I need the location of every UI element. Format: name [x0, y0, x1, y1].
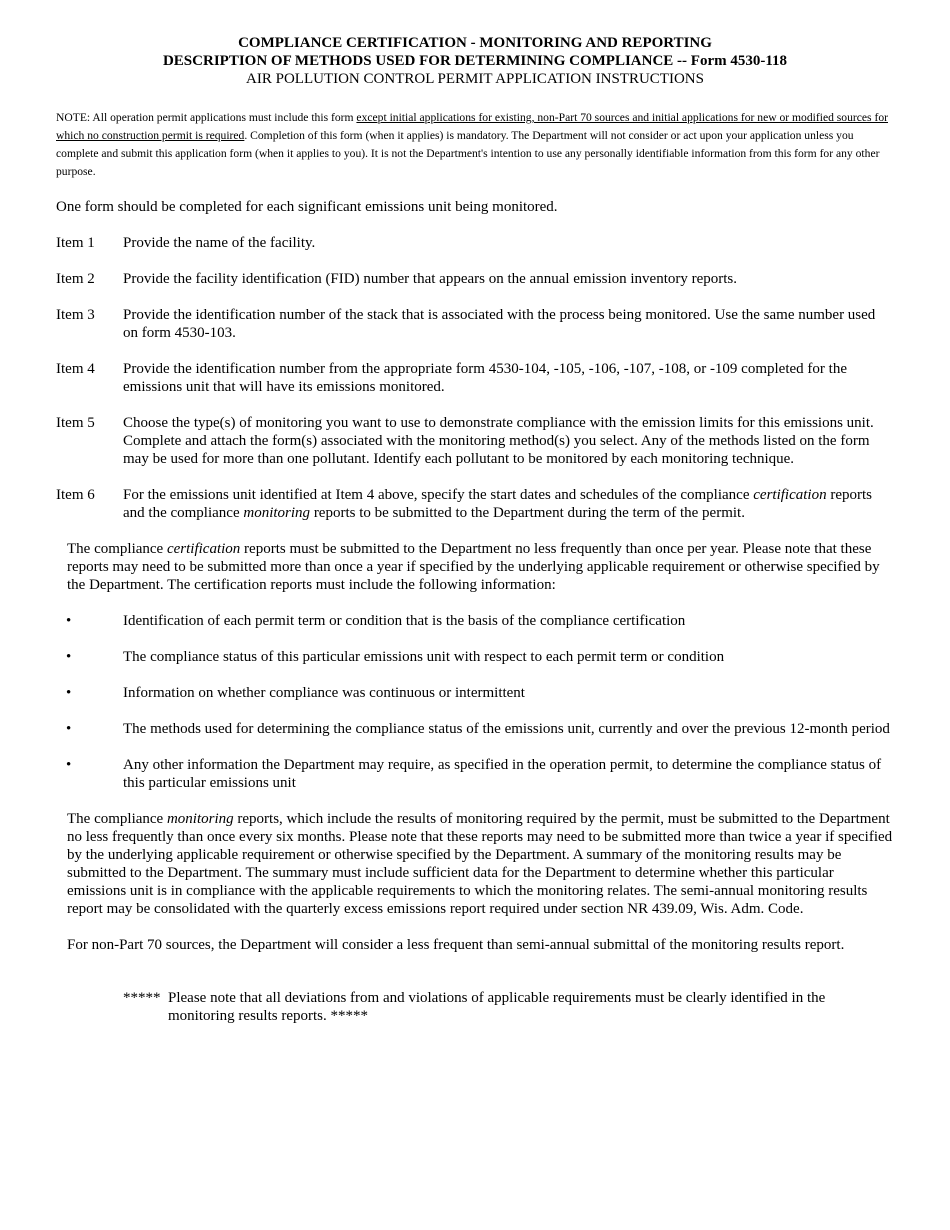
cert-text-part-1: The compliance [67, 541, 167, 557]
header-title-line-2: DESCRIPTION OF METHODS USED FOR DETERMINING COMPLIANCE -- Form 4530-118 [162, 53, 788, 69]
item-label: Item 6 [56, 487, 95, 503]
bullet-icon: • [66, 721, 72, 737]
note-underlined-exception: except initial applications for existing, non-Part 70 sources and initial applications for new or modified sources for which no construction permit is required [56, 111, 888, 142]
item6-emphasis-certification: certification [753, 487, 827, 503]
item-label: Item 5 [56, 415, 95, 431]
deviation-note [123, 989, 894, 1025]
item-text: Provide the name of the facility. [123, 235, 316, 251]
item6-emphasis-monitoring: monitoring [243, 505, 311, 521]
note-prefix: NOTE: All operation permit applications must include this form [56, 111, 357, 124]
bullet-item-3 [56, 684, 894, 702]
instruction-item-6 [56, 486, 894, 522]
item-label: Item 3 [56, 307, 95, 323]
monitor-text-part-2: reports, which include the results of monitoring required by the permit, must be submitted to the Department no less frequently than once every six months. Please note that these reports may need to be submitted more than twice a year if specified by the underlying applicable requirement or otherwise specified by the Department. A summary of the monitoring results may be submitted to the Department. The summary must include sufficient data for the Department to determine whether this particular emissions unit is in compliance with the applicable requirements to which the monitoring relates. The semi-annual monitoring results report may be consolidated with the quarterly excess emissions report required under section NR 439.09, Wis. Adm. Code. [67, 811, 893, 917]
monitoring-paragraph [67, 810, 894, 918]
bullet-text: The methods used for determining the compliance status of the emissions unit, currently and over the previous 12-month period [123, 721, 890, 737]
header-title-line-3: AIR POLLUTION CONTROL PERMIT APPLICATION INSTRUCTIONS [246, 71, 704, 87]
item-text: Choose the type(s) of monitoring you want to use to demonstrate compliance with the emission limits for this emissions unit. Complete and attach the form(s) associated with the monitoring method(s) you select. Any of the methods listed on the form may be used for more than one pollutant. Identify each pollutant to be monitored by each monitoring technique. [123, 415, 874, 467]
instruction-item-5 [56, 414, 894, 468]
star-marker: ***** [123, 990, 161, 1006]
item6-text-part-1: For the emissions unit identified at Item 4 above, specify the start dates and schedules of the compliance [123, 487, 754, 503]
item6-text-part-3: reports to be submitted to the Department during the term of the permit. [310, 505, 745, 521]
deviation-note-text: Please note that all deviations from and violations of applicable requirements must be clearly identified in the monitoring results reports. ***** [168, 990, 826, 1024]
note-paragraph [56, 109, 894, 181]
bullet-item-1 [56, 612, 894, 630]
header-title-line-1: COMPLIANCE CERTIFICATION - MONITORING AND REPORTING [238, 35, 712, 51]
intro-paragraph: One form should be completed for each significant emissions unit being monitored. [56, 199, 558, 215]
item6-text-part-2: reports and the compliance [123, 487, 872, 521]
bullet-item-5 [56, 756, 894, 792]
bullet-icon: • [66, 757, 72, 773]
instruction-item-2 [56, 270, 894, 288]
cert-emphasis: certification [166, 541, 241, 557]
document-header [56, 34, 894, 88]
item-text: Provide the identification number of the stack that is associated with the process being monitored. Use the same number used on form 4530-103. [123, 307, 876, 341]
item-label: Item 1 [56, 235, 95, 251]
item-text: Provide the facility identification (FID) number that appears on the annual emission inventory reports. [123, 271, 738, 287]
monitor-emphasis: monitoring [166, 811, 234, 827]
monitor-text-part-1: The compliance [67, 811, 167, 827]
item-text: Provide the identification number from the appropriate form 4530-104, -105, -106, -107, -108, or -109 completed for the emissions unit that will have its emissions monitored. [123, 361, 847, 395]
bullet-text: Identification of each permit term or condition that is the basis of the compliance certification [123, 613, 686, 629]
note-suffix: . Completion of this form (when it applies) is mandatory. The Department will not consider or act upon your application unless you complete and submit this application form (when it applies to you). It is not the Department's intention to use any personally identifiable information from this form for any other purpose. [56, 129, 880, 178]
instruction-item-3 [56, 306, 894, 342]
bullet-icon: • [66, 649, 72, 665]
item-label: Item 2 [56, 271, 95, 287]
non-part-70-paragraph: For non-Part 70 sources, the Department will consider a less frequent than semi-annual submittal of the monitoring results report. [67, 937, 845, 953]
certification-paragraph [67, 540, 894, 594]
bullet-text: Information on whether compliance was continuous or intermittent [123, 685, 525, 701]
bullet-text: The compliance status of this particular emissions unit with respect to each permit term or condition [123, 649, 725, 665]
item-label: Item 4 [56, 361, 95, 377]
bullet-item-2 [56, 648, 894, 666]
instruction-item-1 [56, 234, 894, 252]
bullet-item-4 [56, 720, 894, 738]
document-page [56, 34, 894, 1025]
item-text [123, 487, 872, 521]
bullet-icon: • [66, 613, 72, 629]
instruction-item-4 [56, 360, 894, 396]
bullet-icon: • [66, 685, 72, 701]
cert-text-part-2: reports must be submitted to the Department no less frequently than once per year. Please note that these reports may need to be submitted more than once a year if specified by the underlying applicable requirement or otherwise specified by the Department. The certification reports must include the following information: [67, 541, 880, 593]
bullet-text: Any other information the Department may require, as specified in the operation permit, to determine the compliance status of this particular emissions unit [123, 757, 882, 791]
